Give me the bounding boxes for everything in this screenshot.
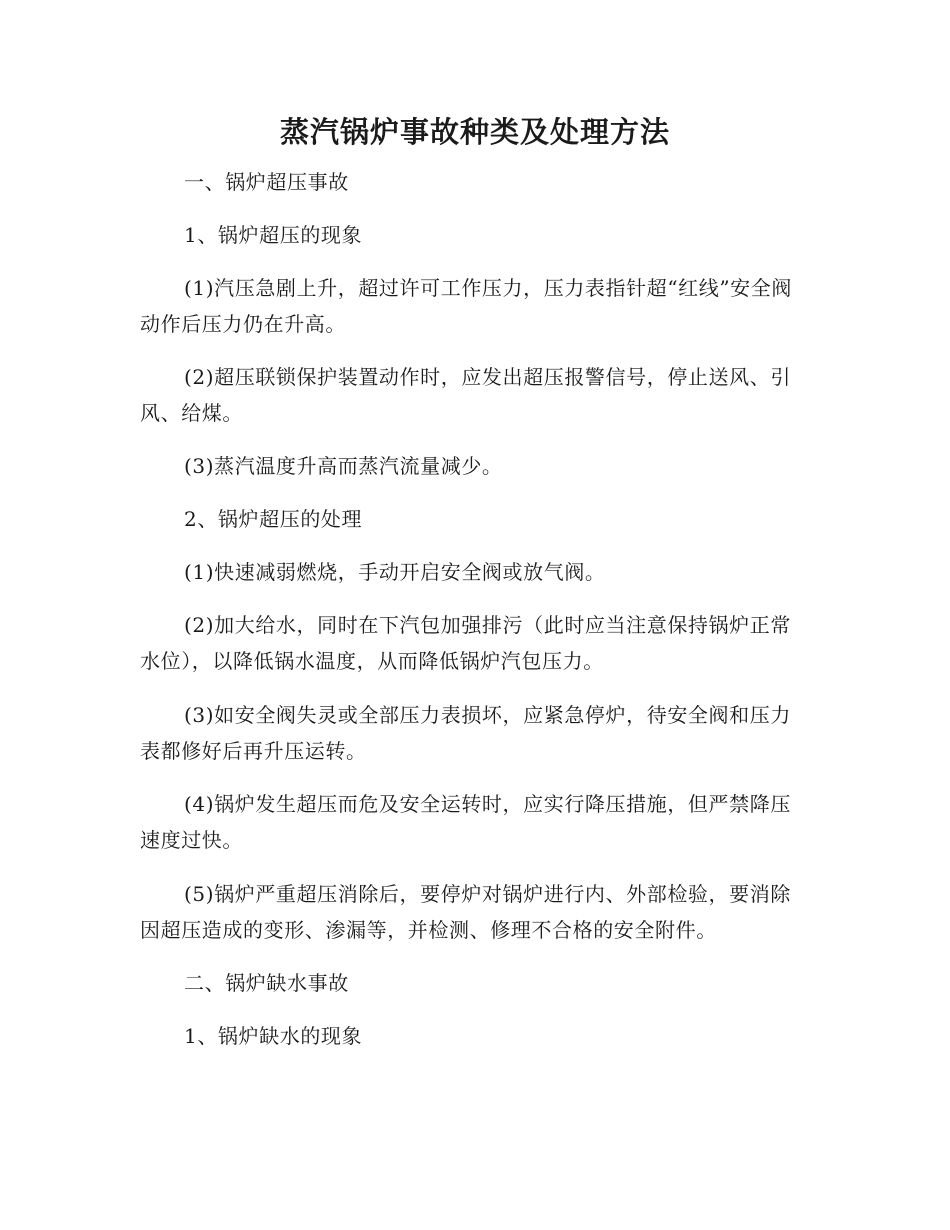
subsection-heading-2-1: 1、锅炉缺水的现象 (184, 1024, 363, 1048)
section-heading-2: 二、锅炉缺水事故 (184, 971, 349, 995)
paragraph-1-1-1: (1)汽压急剧上升，超过许可工作压力，压力表指针超“红线”安全阀动作后压力仍在升高。 (140, 276, 792, 336)
paragraph-1-2-4: (4)锅炉发生超压而危及安全运转时，应实行降压措施，但严禁降压速度过快。 (140, 792, 791, 852)
subsection-heading-1-2: 2、锅炉超压的处理 (184, 507, 363, 531)
paragraph-1-2-5: (5)锅炉严重超压消除后，要停炉对锅炉进行内、外部检验，要消除因超压造成的变形、渗漏等，并检测、修理不合格的安全附件。 (140, 882, 791, 942)
paragraph-1-1-2: (2)超压联锁保护装置动作时，应发出超压报警信号，停止送风、引风、给煤。 (140, 365, 791, 425)
paragraph-1-2-1: (1)快速减弱燃烧，手动开启安全阀或放气阀。 (184, 560, 606, 584)
paragraph-1-1-3: (3)蒸汽温度升高而蒸汽流量减少。 (184, 454, 503, 478)
subsection-heading-1-1: 1、锅炉超压的现象 (184, 223, 363, 247)
document-title: 蒸汽锅炉事故种类及处理方法 (279, 115, 670, 149)
paragraph-1-2-3: (3)如安全阀失灵或全部压力表损坏，应紧急停炉，待安全阀和压力表都修好后再升压运转。 (140, 703, 791, 763)
paragraph-1-2-2: (2)加大给水，同时在下汽包加强排污（此时应当注意保持锅炉正常水位），以降低锅水温度，从而降低锅炉汽包压力。 (140, 613, 791, 673)
section-heading-1: 一、锅炉超压事故 (184, 170, 349, 194)
